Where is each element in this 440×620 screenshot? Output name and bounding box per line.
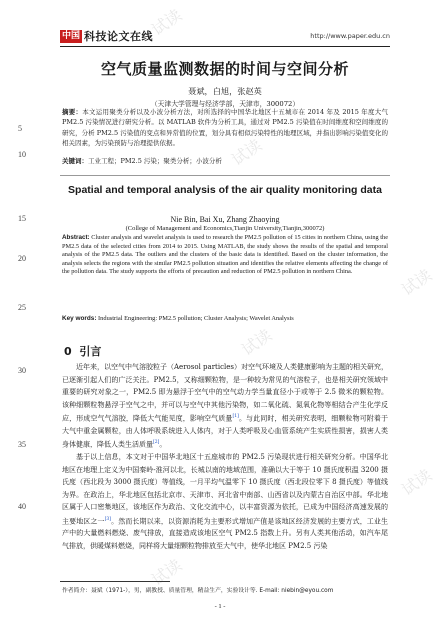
en-keywords [62,315,388,322]
line-number: 25 [18,303,26,312]
line-number: 30 [18,366,26,375]
author-footnote: 作者简介：聂斌（1971-），男，副教授、质量管理，精益生产，实验设计等. E-mail: niebin@eyou.com [62,588,334,594]
cn-title: 空气质量监测数据的时间与空间分析 [100,60,349,78]
watermark: 试读 [238,325,276,360]
cn-abstract [62,107,388,149]
page-number: - 1 - [214,603,226,610]
cn-affiliation: （天津大学管理与经济学部，天津市，300072） [150,100,300,108]
cn-abstract-label: 摘要： [62,108,83,116]
en-title: Spatial and temporal analysis of the air quality monitoring data [68,184,382,196]
section-title: 引言 [79,345,102,358]
site-header [60,30,390,44]
watermark: 试读 [398,465,436,500]
line-number: 40 [18,502,26,511]
citation-link[interactable]: [1] [232,414,239,419]
header-divider [60,46,390,47]
cn-abstract-text: 本文运用聚类分析以及小波分析方法，对所选择的中国华北地区十五城市在 2014 年及 2015 年度大气 PM2.5 污染情况进行研究分析。以 MATLAB 软件为分析工具，通过对 PM2.5 污染值在时间维度和空间维度的研究，分析 PM2.5 污染值的变点和异常值的位置，划分具有相似污染特性的地理区域，并指出影响污染值变化的相关因素，为污染预防与治理提供依据。 [62,108,388,148]
paragraph-text: 。然而长期以来，以资源消耗为主要形式增加产值是该地区经济发展的主要方式，工业生产中的大量燃料燃烧、废气排放，直接造成该地区空气 PM2.5 指数上升。另有人类其他活动，如汽车尾气排放，供暖煤料燃烧，同样将大量细颗粒物排放至大气中，使华北地区 PM2.5 污染 [62,516,389,550]
citation-link[interactable]: [2] [153,440,160,446]
cn-keywords-label: 关键词： [62,157,88,165]
citation-link[interactable]: [3] [104,516,111,522]
section-divider [60,175,390,176]
site-url-link[interactable]: http://www.paper.edu.cn [310,32,390,40]
en-affiliation: (College of Management and Economics,Tianjin University,Tianjin,300072) [125,225,325,232]
body-paragraph [62,451,388,552]
en-keywords-label: Key words: [62,315,97,322]
en-keywords-text: Industrial Engineering: PM2.5 pollution; Cluster Analysis; Wavelet Analysis [96,315,294,322]
section-number: 0 [64,345,72,358]
en-authors: Nie Bin, Bai Xu, Zhang Zhaoying [170,215,280,224]
en-abstract-text: Cluster analysis and wavelet analysis is used to research the PM2.5 pollution of 15 cities in northern China, using the PM2.5 data of the selected cities from 2014 to 2015. Using MATLAB, the study shows the results of the spatial and temporal analysis of the PM2.5 data. The outliers and the clusters of the basic data is identified. Based on the cluster information, the analysis selects the regions with the similar PM2.5 pollution situation and identifies the relative elements affecting the change of the pollution data. The study supports the efforts of precaution and reduction of PM2.5 pollution in northern China. [62,234,388,276]
line-number: 15 [18,214,26,223]
site-logo[interactable] [60,30,153,43]
watermark: 试读 [398,265,436,300]
logo-badge: 中国 [62,31,81,41]
cn-authors: 聂斌，白旭，张赵英 [188,86,262,96]
en-abstract [62,234,388,277]
logo-text: 科技论文在线 [84,30,154,43]
watermark: 试读 [148,555,186,590]
paragraph-text: 基于以上信息，本文对于中国华北地区十五座城市的 PM2.5 污染现状进行相关研究分析。中国华北地区在地理上定义为中国秦岭-淮河以北，长城以南的地域范围，准确以大于等于 10 摄氏度积温 3200 摄氏度（西北段为 3000 摄氏度）等值线，一月平均气温零下 10 摄氏度（西北段位零下 8 摄氏度）等值线为界。在政治上，华北地区包括北京市、天津市、河北省中南部、山西省以及内蒙古自治区中部。华北地区属于人口密集地区，该地区作为政治、文化交流中心，以丰富资源为依托，已成为中国经济高速发展的主要地区之一 [62,453,388,525]
paragraph-text: 近年来，以空气中气溶胶粒子（Aerosol particles）对空气环境及人类健康影响为主题的相关研究，已逐渐引起人们的广泛关注。PM2.5，又称细颗粒物，是一种较为常见的气溶粒子，也是相关研究领域中重要的研究对象之一，PM2.5 即为悬浮于空气中的空气动力学当量直径小于或等于 2.5 微米的颗粒物。该种细颗粒物悬浮于空气之中，并可以与空气中其他污染物，如二氧化硫、氮氧化物等相结合产生化学反应，形成空气气溶胶，降低大气能见度，影响空气质量 [62,363,388,423]
line-number: 20 [18,254,26,263]
line-number: 5 [18,124,22,133]
cn-keywords-text: 工业工程；PM2.5 污染；聚类分析；小波分析 [88,157,222,165]
section-heading [64,343,101,359]
footnote-divider [60,581,170,582]
line-number: 35 [18,440,26,449]
watermark: 试读 [148,5,186,40]
line-number: 10 [18,150,26,159]
paragraph-text: 。 [159,440,167,449]
en-abstract-label: Abstract: [62,234,90,241]
body-paragraph [62,361,388,451]
cn-keywords [62,156,388,165]
paragraph-text: 。与此同时，相关研究表明，细颗粒物可附着于大气中重金属颗粒，由人体呼吸系统进入人体内，对于人类呼吸及心血管系统产生实质性损害，损害人类身体健康，降低人类生活质量 [62,414,389,449]
watermark: 试读 [228,135,266,170]
